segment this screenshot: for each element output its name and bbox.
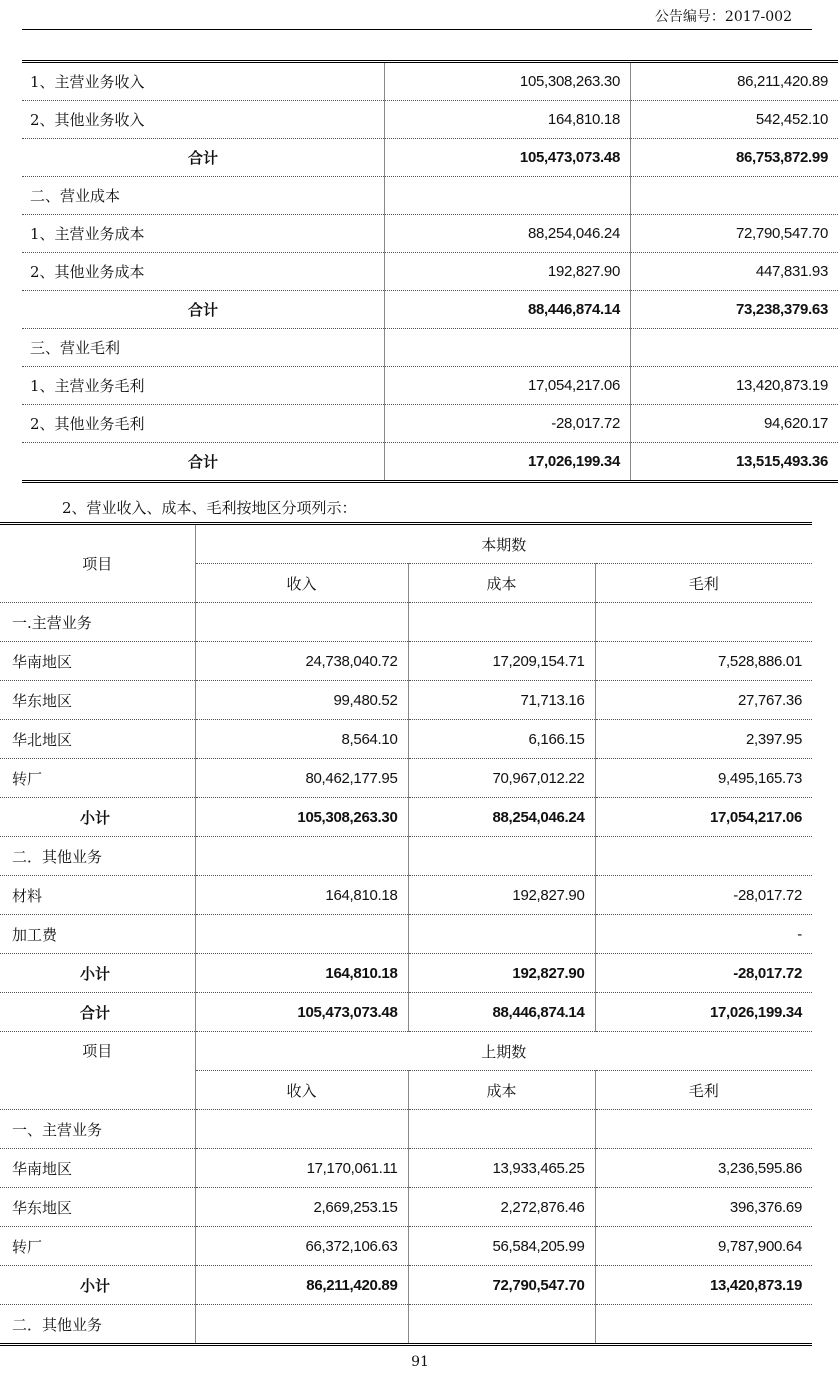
income-value: 105,473,073.48 bbox=[195, 993, 408, 1032]
cost-value: 6,166.15 bbox=[408, 720, 595, 759]
row-label: 1、主营业务毛利 bbox=[22, 367, 385, 405]
previous-value: 542,452.10 bbox=[631, 101, 839, 139]
cost-value: 88,446,874.14 bbox=[408, 993, 595, 1032]
income-value: 80,462,177.95 bbox=[195, 759, 408, 798]
row-label: 转厂 bbox=[0, 759, 195, 798]
previous-value bbox=[631, 177, 839, 215]
row-label: 三、营业毛利 bbox=[22, 329, 385, 367]
gross-profit-value bbox=[595, 1110, 812, 1149]
project-header: 项目 bbox=[0, 524, 195, 603]
cost-value: 56,584,205.99 bbox=[408, 1227, 595, 1266]
income-value: 24,738,040.72 bbox=[195, 642, 408, 681]
gross-profit-value: 17,054,217.06 bbox=[595, 798, 812, 837]
income-value: 99,480.52 bbox=[195, 681, 408, 720]
current-period-header: 本期数 bbox=[195, 524, 812, 564]
table-row bbox=[22, 177, 838, 215]
table-row bbox=[0, 1188, 812, 1227]
previous-value: 13,420,873.19 bbox=[631, 367, 839, 405]
cost-value: 88,254,046.24 bbox=[408, 798, 595, 837]
cost-value: 13,933,465.25 bbox=[408, 1149, 595, 1188]
table-row bbox=[0, 1305, 812, 1345]
gross-profit-value: 7,528,886.01 bbox=[595, 642, 812, 681]
gross-profit-value: 2,397.95 bbox=[595, 720, 812, 759]
announcement-number: 公告编号：2017-002 bbox=[654, 9, 792, 25]
previous-value: 72,790,547.70 bbox=[631, 215, 839, 253]
gross-profit-value: 27,767.36 bbox=[595, 681, 812, 720]
row-label: 一.主营业务 bbox=[0, 603, 195, 642]
row-label: 合计 bbox=[0, 993, 195, 1032]
income-value: 105,308,263.30 bbox=[195, 798, 408, 837]
gross-profit-value bbox=[595, 1305, 812, 1345]
previous-value: 73,238,379.63 bbox=[631, 291, 839, 329]
table-row bbox=[22, 253, 838, 291]
row-label: 材料 bbox=[0, 876, 195, 915]
gross-profit-value: 17,026,199.34 bbox=[595, 993, 812, 1032]
gross-profit-value bbox=[595, 837, 812, 876]
current-header-row bbox=[0, 524, 812, 564]
regional-breakdown-table bbox=[0, 522, 812, 1346]
table-row bbox=[0, 1266, 812, 1305]
gross-profit-value: - bbox=[595, 915, 812, 954]
current-value: 105,473,073.48 bbox=[385, 139, 631, 177]
table-row bbox=[22, 215, 838, 253]
previous-value: 13,515,493.36 bbox=[631, 443, 839, 482]
table-row bbox=[0, 798, 812, 837]
gross-profit-value: 396,376.69 bbox=[595, 1188, 812, 1227]
cost-header-previous: 成本 bbox=[408, 1071, 595, 1110]
row-label: 1、主营业务收入 bbox=[22, 62, 385, 101]
table-row bbox=[0, 876, 812, 915]
table-row bbox=[22, 405, 838, 443]
row-label: 2、其他业务毛利 bbox=[22, 405, 385, 443]
gross-profit-header-previous: 毛利 bbox=[595, 1071, 812, 1110]
gross-profit-value: 13,420,873.19 bbox=[595, 1266, 812, 1305]
income-value: 17,170,061.11 bbox=[195, 1149, 408, 1188]
cost-value: 17,209,154.71 bbox=[408, 642, 595, 681]
table-row bbox=[0, 642, 812, 681]
row-label: 小计 bbox=[0, 1266, 195, 1305]
row-label: 华南地区 bbox=[0, 642, 195, 681]
current-value bbox=[385, 329, 631, 367]
cost-value: 192,827.90 bbox=[408, 954, 595, 993]
row-label: 合计 bbox=[22, 291, 385, 329]
cost-header: 成本 bbox=[408, 564, 595, 603]
row-label: 加工费 bbox=[0, 915, 195, 954]
cost-value bbox=[408, 915, 595, 954]
revenue-cost-summary-table bbox=[22, 60, 838, 483]
current-value: 105,308,263.30 bbox=[385, 62, 631, 101]
row-label: 合计 bbox=[22, 443, 385, 482]
cost-value: 2,272,876.46 bbox=[408, 1188, 595, 1227]
row-label: 小计 bbox=[0, 798, 195, 837]
table-row bbox=[0, 1110, 812, 1149]
income-value: 66,372,106.63 bbox=[195, 1227, 408, 1266]
cost-value: 72,790,547.70 bbox=[408, 1266, 595, 1305]
income-value: 164,810.18 bbox=[195, 954, 408, 993]
header-divider bbox=[22, 29, 812, 30]
current-value: 88,446,874.14 bbox=[385, 291, 631, 329]
table-row bbox=[0, 1227, 812, 1266]
gross-profit-value: 3,236,595.86 bbox=[595, 1149, 812, 1188]
cost-value: 71,713.16 bbox=[408, 681, 595, 720]
cost-value bbox=[408, 837, 595, 876]
page-number: 91 bbox=[411, 1354, 429, 1370]
gross-profit-value: -28,017.72 bbox=[595, 876, 812, 915]
row-label: 二、营业成本 bbox=[22, 177, 385, 215]
current-value bbox=[385, 177, 631, 215]
table-row bbox=[22, 139, 838, 177]
cost-value: 70,967,012.22 bbox=[408, 759, 595, 798]
income-header-previous: 收入 bbox=[195, 1071, 408, 1110]
row-label: 二．其他业务 bbox=[0, 837, 195, 876]
table-row bbox=[0, 915, 812, 954]
gross-profit-value: 9,787,900.64 bbox=[595, 1227, 812, 1266]
previous-period-header: 上期数 bbox=[195, 1032, 812, 1071]
table-row bbox=[0, 1149, 812, 1188]
table-row bbox=[0, 681, 812, 720]
table-row bbox=[0, 993, 812, 1032]
row-label: 2、其他业务收入 bbox=[22, 101, 385, 139]
income-header: 收入 bbox=[195, 564, 408, 603]
row-label: 华北地区 bbox=[0, 720, 195, 759]
row-label: 合计 bbox=[22, 139, 385, 177]
gross-profit-value: -28,017.72 bbox=[595, 954, 812, 993]
current-value: 17,054,217.06 bbox=[385, 367, 631, 405]
row-label: 转厂 bbox=[0, 1227, 195, 1266]
table-row bbox=[0, 603, 812, 642]
cost-value bbox=[408, 603, 595, 642]
row-label: 2、其他业务成本 bbox=[22, 253, 385, 291]
cost-value: 192,827.90 bbox=[408, 876, 595, 915]
income-value: 2,669,253.15 bbox=[195, 1188, 408, 1227]
table-row bbox=[22, 367, 838, 405]
table-row bbox=[0, 837, 812, 876]
previous-value: 86,211,420.89 bbox=[631, 62, 839, 101]
income-value bbox=[195, 1110, 408, 1149]
income-value bbox=[195, 603, 408, 642]
cost-value bbox=[408, 1110, 595, 1149]
previous-header-row bbox=[0, 1032, 812, 1071]
income-value: 8,564.10 bbox=[195, 720, 408, 759]
row-label: 1、主营业务成本 bbox=[22, 215, 385, 253]
current-value: 192,827.90 bbox=[385, 253, 631, 291]
current-value: 88,254,046.24 bbox=[385, 215, 631, 253]
table-row bbox=[22, 329, 838, 367]
project-header-previous: 项目 bbox=[0, 1032, 195, 1110]
row-label: 华东地区 bbox=[0, 681, 195, 720]
row-label: 华南地区 bbox=[0, 1149, 195, 1188]
previous-value: 86,753,872.99 bbox=[631, 139, 839, 177]
previous-value bbox=[631, 329, 839, 367]
table-row bbox=[0, 954, 812, 993]
table-row bbox=[0, 720, 812, 759]
gross-profit-header: 毛利 bbox=[595, 564, 812, 603]
cost-value bbox=[408, 1305, 595, 1345]
income-value: 86,211,420.89 bbox=[195, 1266, 408, 1305]
previous-value: 447,831.93 bbox=[631, 253, 839, 291]
table-row bbox=[22, 62, 838, 101]
table-row bbox=[0, 759, 812, 798]
section-title: 2、营业收入、成本、毛利按地区分项列示： bbox=[62, 499, 357, 517]
gross-profit-value: 9,495,165.73 bbox=[595, 759, 812, 798]
table-row bbox=[22, 101, 838, 139]
row-label: 小计 bbox=[0, 954, 195, 993]
table-row bbox=[22, 291, 838, 329]
row-label: 二．其他业务 bbox=[0, 1305, 195, 1345]
current-value: 17,026,199.34 bbox=[385, 443, 631, 482]
table-row bbox=[22, 443, 838, 482]
gross-profit-value bbox=[595, 603, 812, 642]
current-value: 164,810.18 bbox=[385, 101, 631, 139]
income-value bbox=[195, 1305, 408, 1345]
income-value: 164,810.18 bbox=[195, 876, 408, 915]
row-label: 华东地区 bbox=[0, 1188, 195, 1227]
current-value: -28,017.72 bbox=[385, 405, 631, 443]
income-value bbox=[195, 915, 408, 954]
previous-value: 94,620.17 bbox=[631, 405, 839, 443]
row-label: 一、主营业务 bbox=[0, 1110, 195, 1149]
income-value bbox=[195, 837, 408, 876]
